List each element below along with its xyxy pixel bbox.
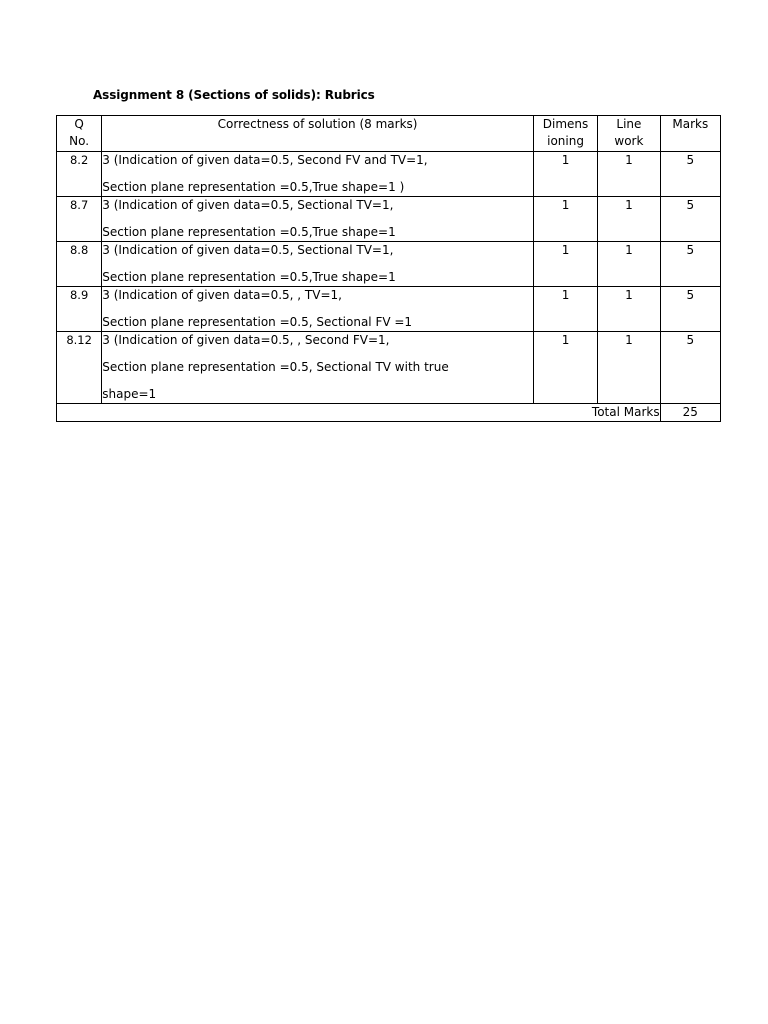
criteria-line: 3 (Indication of given data=0.5, , TV=1,: [102, 288, 342, 302]
dimensioning-value: 1: [533, 242, 597, 287]
rubric-table: [56, 115, 721, 422]
criteria-line: 3 (Indication of given data=0.5, Second FV and TV=1,: [102, 153, 428, 167]
criteria-line: Section plane representation =0.5, Sectional FV =1: [102, 315, 413, 329]
linework-value: 1: [598, 242, 660, 287]
total-marks-label: Total Marks: [57, 404, 661, 422]
header-row: [57, 116, 721, 152]
dimensioning-value: 1: [533, 152, 597, 197]
question-number: 8.2: [57, 152, 102, 197]
criteria-cell: [102, 287, 534, 332]
total-row: [57, 404, 721, 422]
question-number: 8.7: [57, 197, 102, 242]
criteria-cell: [102, 332, 534, 404]
table-row: [57, 332, 721, 404]
question-number: 8.9: [57, 287, 102, 332]
dimensioning-value: 1: [533, 332, 597, 404]
header-linework: [598, 116, 660, 152]
marks-value: 5: [660, 332, 720, 404]
criteria-line: Section plane representation =0.5,True shape=1: [102, 225, 396, 239]
header-qno: [57, 116, 102, 152]
linework-value: 1: [598, 197, 660, 242]
linework-value: 1: [598, 332, 660, 404]
criteria-line: Section plane representation =0.5, Sectional TV with true: [102, 360, 449, 374]
table-row: [57, 152, 721, 197]
header-qno-text: Q No.: [69, 117, 90, 148]
dimensioning-value: 1: [533, 287, 597, 332]
marks-value: 5: [660, 197, 720, 242]
marks-value: 5: [660, 242, 720, 287]
total-marks-value: 25: [660, 404, 720, 422]
marks-value: 5: [660, 287, 720, 332]
criteria-line: 3 (Indication of given data=0.5, , Second FV=1,: [102, 333, 390, 347]
criteria-cell: [102, 152, 534, 197]
criteria-line: 3 (Indication of given data=0.5, Sectional TV=1,: [102, 198, 394, 212]
criteria-cell: [102, 197, 534, 242]
marks-value: 5: [660, 152, 720, 197]
question-number: 8.8: [57, 242, 102, 287]
header-dimensioning-text: Dimens ioning: [542, 117, 589, 148]
criteria-line: 3 (Indication of given data=0.5, Sectional TV=1,: [102, 243, 394, 257]
criteria-line: Section plane representation =0.5,True shape=1: [102, 270, 396, 284]
table-row: [57, 197, 721, 242]
criteria-line: Section plane representation =0.5,True shape=1 ): [102, 180, 405, 194]
linework-value: 1: [598, 287, 660, 332]
table-row: [57, 242, 721, 287]
question-number: 8.12: [57, 332, 102, 404]
header-linework-text: Line work: [614, 117, 644, 148]
dimensioning-value: 1: [533, 197, 597, 242]
criteria-cell: [102, 242, 534, 287]
criteria-line: shape=1: [102, 387, 157, 401]
table-row: [57, 287, 721, 332]
document-heading: Assignment 8 (Sections of solids): Rubrics: [93, 88, 375, 102]
header-dimensioning: [533, 116, 597, 152]
header-marks: Marks: [660, 116, 720, 152]
linework-value: 1: [598, 152, 660, 197]
header-correctness: Correctness of solution (8 marks): [102, 116, 534, 152]
